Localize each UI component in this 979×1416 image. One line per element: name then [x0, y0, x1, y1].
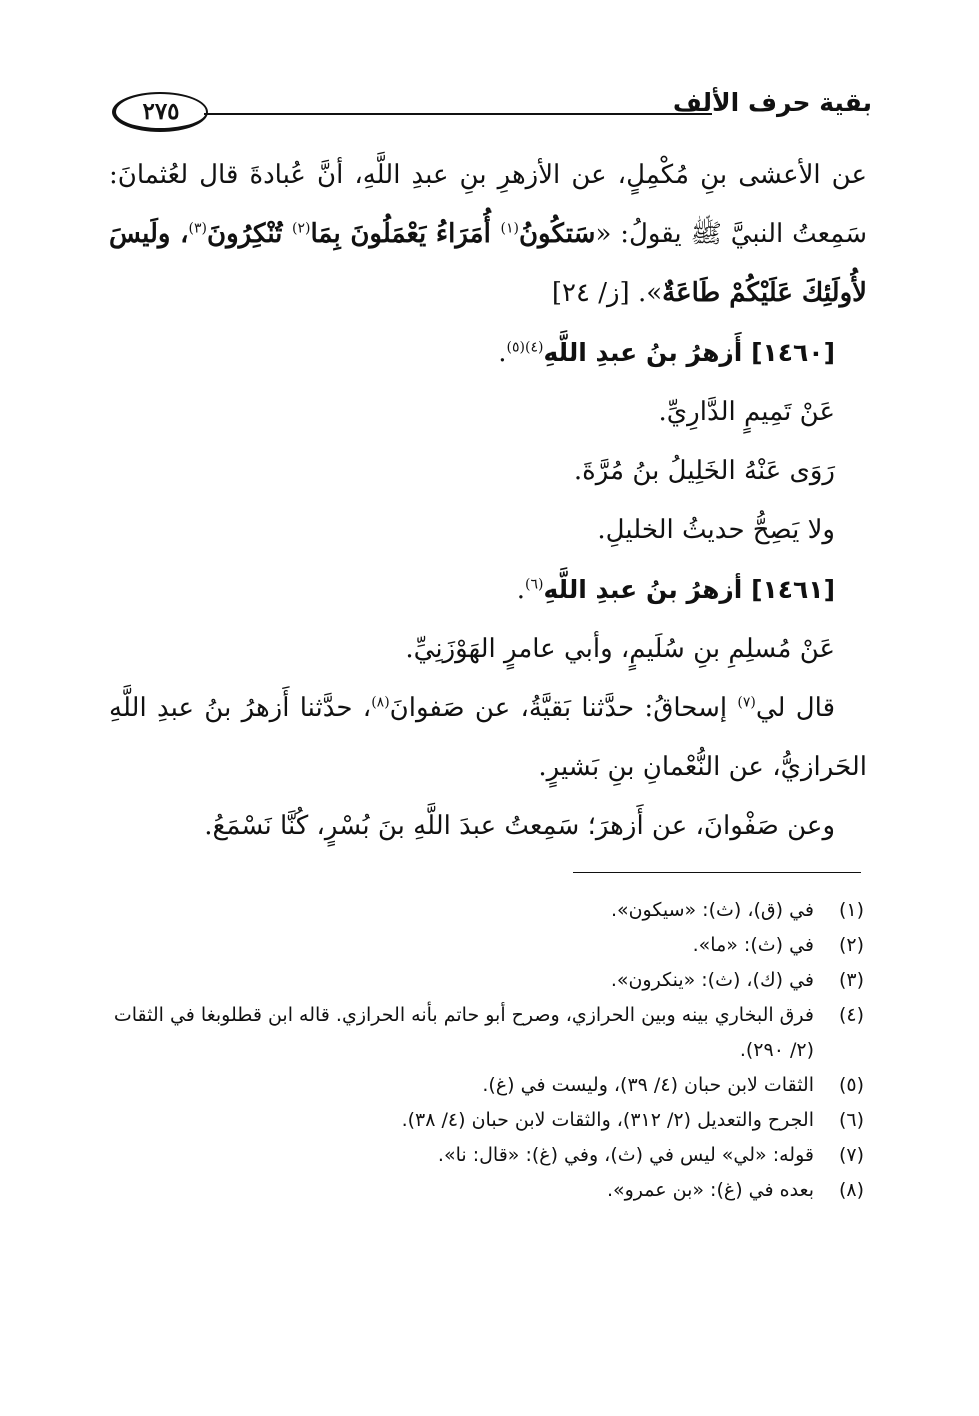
text-line — [109, 146, 867, 205]
text-span: ، حدَّثنا أَزهرُ بنُ عبدِ اللَّهِ — [109, 693, 372, 723]
footnote — [112, 928, 864, 963]
text-line — [109, 264, 867, 323]
footnote-text: فرق البخاري بينه وبين الحرازي، وصرح أبو حاتم بأنه الحرازي. قاله ابن قطلوبغا في الثقات (٢/ ٢٩٠). — [113, 1004, 814, 1061]
footnotes — [112, 893, 864, 1208]
text-line — [109, 738, 867, 797]
header-rule — [204, 113, 712, 115]
text-span: . — [498, 338, 507, 368]
footnote-ref[interactable]: (٣) — [188, 220, 207, 237]
footnote-text: الجرح والتعديل (٢/ ٣١٢)، والثقات لابن حبان (٤/ ٣٨). — [401, 1109, 814, 1131]
hadith-text: أُمَرَاءُ يَعْمَلُونَ بِمَا — [310, 219, 501, 249]
main-text — [109, 146, 867, 856]
footnote-ref[interactable]: (٧) — [737, 694, 756, 711]
footnote-text: قوله: «لي» ليس في (ث)، وفي (غ): «قال: نا». — [437, 1144, 814, 1166]
footnote-number: (١) — [838, 899, 864, 921]
entry-title: [١٤٦٠] أَزهرُ بنُ عبدِ اللَّهِ — [543, 338, 835, 367]
text-line — [109, 205, 867, 264]
page-number: ٢٧٥ — [142, 97, 180, 125]
text-span: إسحاقُ: حدَّثنا بَقيَّةُ، عن صَفوانَ — [389, 693, 738, 723]
text-span: عَنْ تَمِيمٍ الدَّارِيِّ. — [658, 397, 835, 427]
text-span: عَنْ مُسلِمِ بنِ سُلَيمٍ، وأبي عامرٍ الهَوْزَنِيِّ. — [405, 634, 835, 664]
footnote-ref[interactable]: (٦) — [525, 576, 544, 593]
footnote-number: (٨) — [838, 1179, 864, 1201]
footnote-text: في (ق)، (ث): «سيكون». — [610, 899, 814, 921]
text-line — [109, 442, 867, 501]
footnote-number: (٣) — [838, 969, 864, 991]
footnote-text: في (ك)، (ث): «ينكرون». — [610, 969, 814, 991]
entry-title: [١٤٦١] أزهرُ بنُ عبدِ اللَّهِ — [543, 575, 835, 604]
footnote — [112, 1173, 864, 1208]
page-number-badge — [112, 92, 208, 132]
text-line — [109, 679, 867, 738]
text-line — [109, 620, 867, 679]
footnote-text: بعده في (غ): «بن عمرو». — [606, 1179, 814, 1201]
hadith-text: تُنْكِرُونَ — [206, 219, 293, 249]
text-span: الحَرازيُّ، عن النُّعْمانِ بنِ بَشيرٍ. — [538, 752, 867, 782]
text-line — [109, 383, 867, 442]
text-span: سَمِعتُ النبيَّ ﷺ يقولُ: « — [595, 219, 867, 249]
footnote-ref[interactable]: (٤)(٥) — [506, 339, 544, 356]
running-title: بقية حرف الألف — [672, 88, 872, 117]
footnote — [112, 1138, 864, 1173]
footnote — [112, 963, 864, 998]
footnote-separator — [573, 872, 861, 873]
footnote-number: (٤) — [838, 1004, 864, 1026]
footnote — [112, 998, 864, 1068]
entry-heading — [109, 323, 867, 383]
text-span: ولا يَصِحُّ حديثُ الخليلِ. — [597, 515, 835, 545]
page-header — [112, 86, 872, 136]
footnote — [112, 1103, 864, 1138]
text-line — [109, 501, 867, 560]
footnote — [112, 1068, 864, 1103]
footnote-ref[interactable]: (١) — [500, 220, 519, 237]
text-span: ». [ز/ ٢٤] — [551, 278, 663, 308]
hadith-text: سَتكُونُ — [518, 219, 596, 249]
text-span: قال لي — [755, 693, 835, 723]
hadith-text: لأُولَئِكَ عَلَيْكُمْ طَاعَةٌ — [662, 278, 867, 308]
text-span: رَوَى عَنْهُ الخَلِيلُ بنُ مُرَّةَ. — [573, 456, 835, 486]
text-span: . — [516, 575, 526, 605]
footnote-text: في (ث): «ما». — [692, 934, 814, 956]
hadith-text: ، ولَيسَ — [109, 219, 189, 249]
footnote-ref[interactable]: (٢) — [292, 220, 311, 237]
footnote-number: (٥) — [838, 1074, 864, 1096]
footnote-number: (٦) — [838, 1109, 864, 1131]
footnote-number: (٢) — [838, 934, 864, 956]
text-line — [109, 797, 867, 856]
footnote-number: (٧) — [838, 1144, 864, 1166]
footnote-ref[interactable]: (٨) — [371, 694, 390, 711]
footnote-text: الثقات لابن حبان (٤/ ٣٩)، وليست في (غ). — [482, 1074, 814, 1096]
text-span: عن الأعشى بنِ مُكْمِلٍ، عن الأزهرِ بنِ عبدِ اللَّهِ، أنَّ عُبادةَ قال لعُثمانَ: — [109, 160, 867, 190]
entry-heading — [109, 560, 867, 620]
text-span: وعن صَفْوانَ، عن أَزهرَ؛ سَمِعتُ عبدَ اللَّهِ بنَ بُسْرٍ، كُنَّا نَسْمَعُ. — [204, 811, 835, 841]
footnote — [112, 893, 864, 928]
